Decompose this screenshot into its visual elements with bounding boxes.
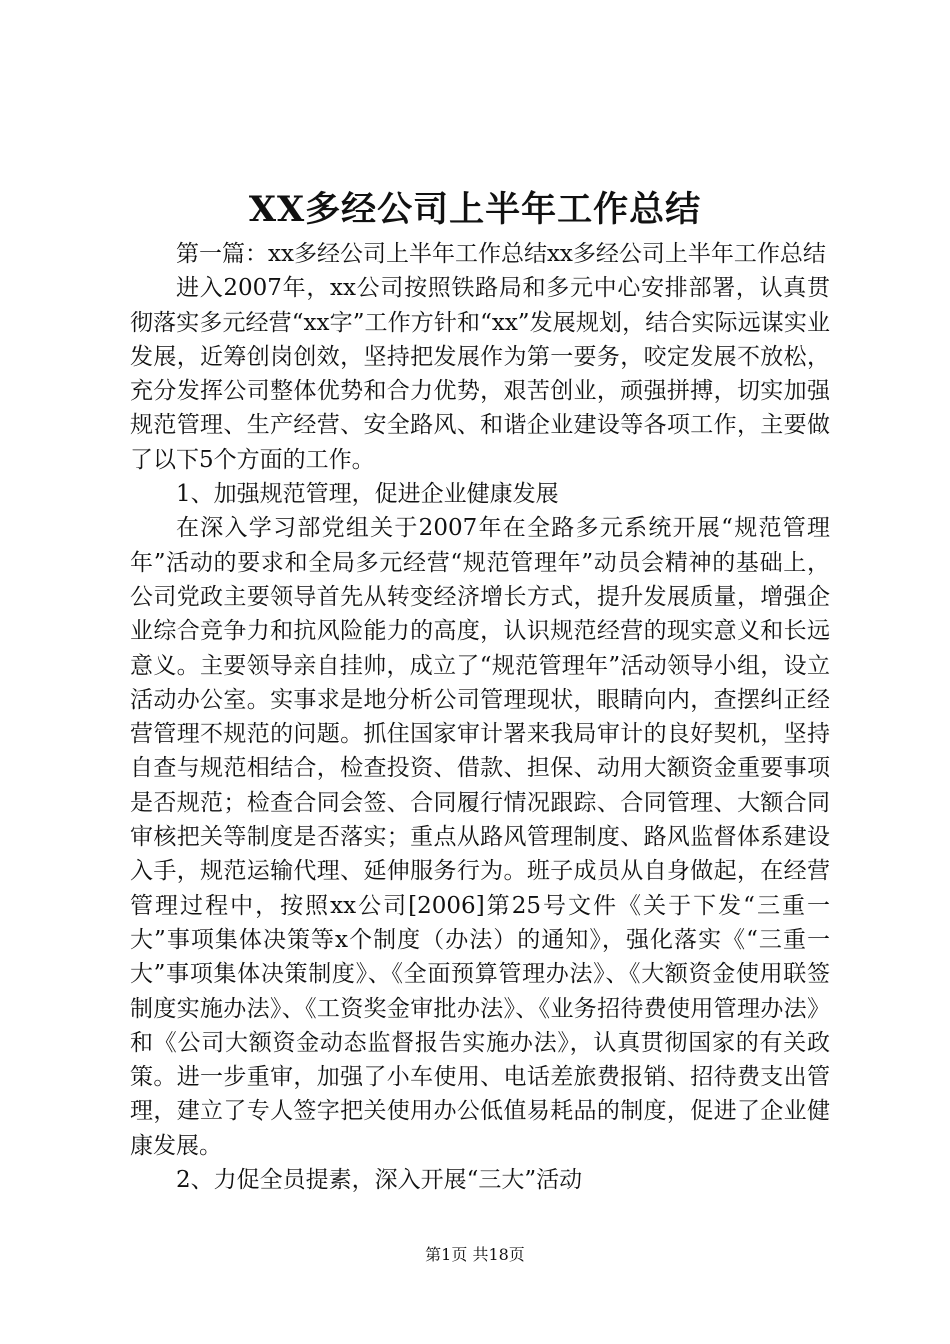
section-heading-1: 1、加强规范管理，促进企业健康发展	[176, 481, 559, 508]
document-body	[130, 237, 830, 1197]
section-heading-2: 2、力促全员提素，深入开展“三大”活动	[176, 1167, 583, 1194]
paragraph-section-1: 在深入学习部党组关于2007年在全路多元系统开展“规范管理年”活动的要求和全局多元经营“规范管理年”动员会精神的基础上，公司党政主要领导首先从转变经济增长方式，提升发展质量，增强企业综合竞争力和抗风险能力的高度，认识规范经营的现实意义和长远意义。主要领导亲自挂帅，成立了“规范管理年”活动领导小组，设立活动办公室。实事求是地分析公司管理现状，眼睛向内，查摆纠正经营管理不规范的问题。抓住国家审计署来我局审计的良好契机，坚持自查与规范相结合，检查投资、借款、担保、动用大额资金重要事项是否规范；检查合同会签、合同履行情况跟踪、合同管理、大额合同审核把关等制度是否落实；重点从路风管理制度、路风监督体系建设入手，规范运输代理、延伸服务行为。班子成员从自身做起，在经营管理过程中，按照xx公司[2006]第25号文件《关于下发“三重一大”事项集体决策等x个制度（办法）的通知》，强化落实《“三重一大”事项集体决策制度》、《全面预算管理办法》、《大额资金使用联签制度实施办法》、《工资奖金审批办法》、《业务招待费使用管理办法》和《公司大额资金动态监督报告实施办法》，认真贯彻国家的有关政策。进一步重审，加强了小车使用、电话差旅费报销、招待费支出管理，建立了专人签字把关使用办公低值易耗品的制度，促进了企业健康发展。	[130, 515, 830, 1159]
page-number-footer: 第1页 共18页	[425, 1245, 525, 1264]
document-title: XX多经公司上半年工作总结	[248, 189, 702, 230]
paragraph-intro: 第一篇：xx多经公司上半年工作总结xx多经公司上半年工作总结	[176, 241, 826, 267]
paragraph-overview: 进入2007年，xx公司按照铁路局和多元中心安排部署，认真贯彻落实多元经营“xx字”工作方针和“xx”发展规划，结合实际远谋实业发展，近筹创岗创效，坚持把发展作为第一要务，咬定发展不放松，充分发挥公司整体优势和合力优势，艰苦创业，顽强拼搏，切实加强规范管理、生产经营、安全路风、和谐企业建设等各项工作，主要做了以下5个方面的工作。	[130, 275, 830, 473]
